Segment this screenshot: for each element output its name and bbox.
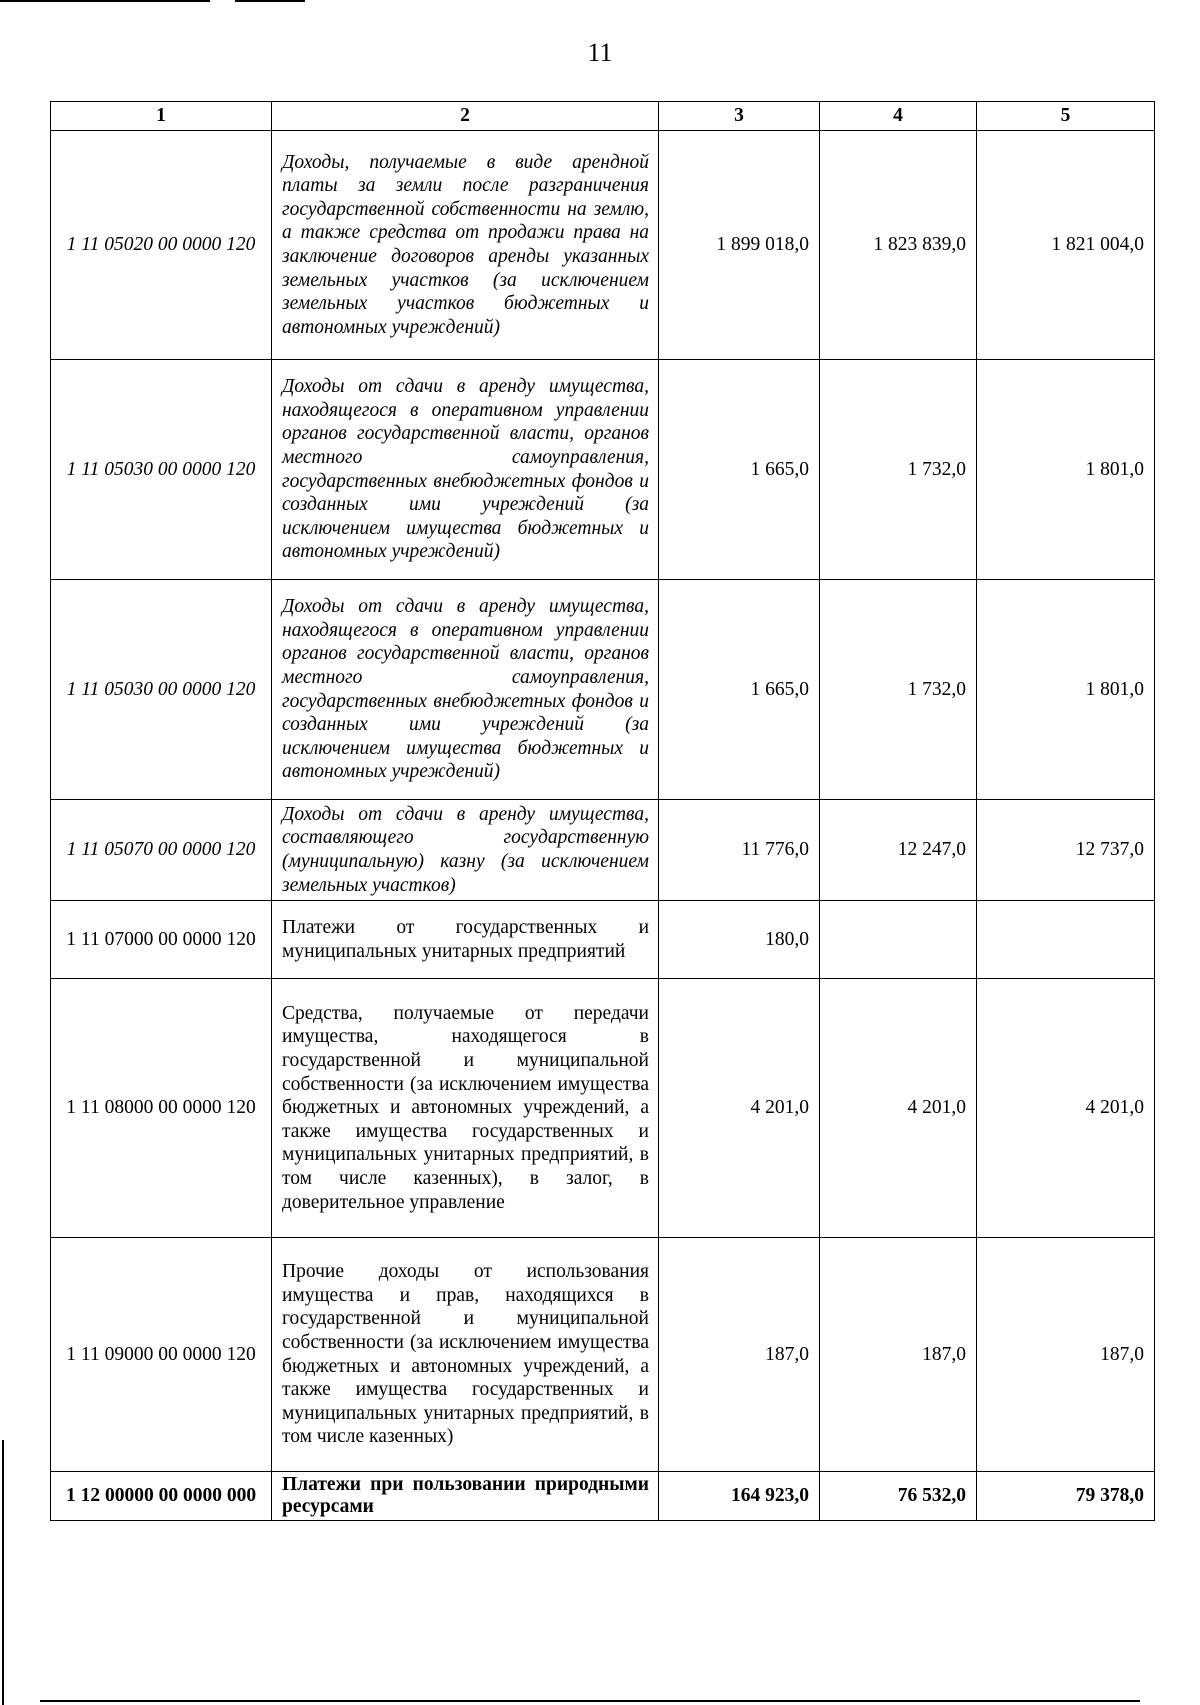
row-value-col5: 1 801,0	[977, 360, 1155, 580]
row-value-col4: 1 732,0	[820, 360, 977, 580]
row-name: Доходы от сдачи в аренду имущества, находящегося в оперативном управлении органов государственной власти, органов местного самоуправления, государственных внебюджетных фондов и созданных ими учреждений (за исключением имущества бюджетных и автономных учреждений)	[272, 360, 659, 580]
table-row	[51, 979, 1155, 1238]
row-value-col5: 79 378,0	[977, 1472, 1155, 1521]
row-name: Платежи от государственных и муниципальных унитарных предприятий	[272, 901, 659, 979]
scan-edge-line-top-center	[235, 0, 305, 2]
row-value-col4: 1 732,0	[820, 580, 977, 800]
row-value-col3: 180,0	[659, 901, 820, 979]
table-row	[51, 360, 1155, 580]
row-value-col5: 1 801,0	[977, 580, 1155, 800]
column-header-1: 1	[51, 102, 272, 131]
row-name: Платежи при пользовании природными ресурсами	[272, 1472, 659, 1521]
table-row	[51, 580, 1155, 800]
row-code: 1 11 05070 00 0000 120	[51, 800, 272, 901]
row-value-col3: 1 665,0	[659, 360, 820, 580]
table-row	[51, 901, 1155, 979]
scan-edge-line-top-left	[0, 0, 210, 2]
row-value-col3: 164 923,0	[659, 1472, 820, 1521]
column-header-4: 4	[820, 102, 977, 131]
row-value-col5: 1 821 004,0	[977, 131, 1155, 360]
row-code: 1 11 05030 00 0000 120	[51, 580, 272, 800]
row-value-col5: 12 737,0	[977, 800, 1155, 901]
table-row	[51, 1472, 1155, 1521]
row-value-col5	[977, 901, 1155, 979]
budget-revenue-table	[50, 101, 1155, 1521]
row-value-col3: 187,0	[659, 1238, 820, 1472]
row-code: 1 11 09000 00 0000 120	[51, 1238, 272, 1472]
row-name: Доходы от сдачи в аренду имущества, составляющего государственную (муниципальную) казну (за исключением земельных участков)	[272, 800, 659, 901]
row-value-col5: 187,0	[977, 1238, 1155, 1472]
row-name: Доходы, получаемые в виде арендной платы за земли после разграничения государственной собственности на землю, а также средства от продажи права на заключение договоров аренды указанных земельных участков (за исключением земельных участков бюджетных и автономных учреждений)	[272, 131, 659, 360]
row-value-col3: 1 665,0	[659, 580, 820, 800]
scan-edge-line-bottom	[40, 1700, 1140, 1702]
row-code: 1 11 07000 00 0000 120	[51, 901, 272, 979]
row-value-col4	[820, 901, 977, 979]
table-row	[51, 131, 1155, 360]
column-header-3: 3	[659, 102, 820, 131]
scan-edge-line-left	[2, 1440, 4, 1705]
row-name: Средства, получаемые от передачи имущества, находящегося в государственной и муниципальной собственности (за исключением имущества бюджетных и автономных учреждений, а также имущества государственных и муниципальных унитарных предприятий, в том числе казенных), в залог, в доверительное управление	[272, 979, 659, 1238]
row-name: Доходы от сдачи в аренду имущества, находящегося в оперативном управлении органов государственной власти, органов местного самоуправления, государственных внебюджетных фондов и созданных ими учреждений (за исключением имущества бюджетных и автономных учреждений)	[272, 580, 659, 800]
column-header-5: 5	[977, 102, 1155, 131]
column-header-2: 2	[272, 102, 659, 131]
row-code: 1 11 05030 00 0000 120	[51, 360, 272, 580]
row-value-col3: 11 776,0	[659, 800, 820, 901]
row-value-col4: 4 201,0	[820, 979, 977, 1238]
table-header-row	[51, 102, 1155, 131]
row-value-col4: 76 532,0	[820, 1472, 977, 1521]
row-value-col3: 1 899 018,0	[659, 131, 820, 360]
page-number: 11	[587, 38, 613, 67]
row-code: 1 11 05020 00 0000 120	[51, 131, 272, 360]
row-value-col4: 12 247,0	[820, 800, 977, 901]
row-value-col3: 4 201,0	[659, 979, 820, 1238]
table-row	[51, 800, 1155, 901]
row-value-col4: 187,0	[820, 1238, 977, 1472]
row-code: 1 12 00000 00 0000 000	[51, 1472, 272, 1521]
table-row	[51, 1238, 1155, 1472]
row-code: 1 11 08000 00 0000 120	[51, 979, 272, 1238]
row-value-col4: 1 823 839,0	[820, 131, 977, 360]
row-value-col5: 4 201,0	[977, 979, 1155, 1238]
row-name: Прочие доходы от использования имущества и прав, находящихся в государственной и муниципальной собственности (за исключением имущества бюджетных и автономных учреждений, а также имущества государственных и муниципальных унитарных предприятий, в том числе казенных)	[272, 1238, 659, 1472]
